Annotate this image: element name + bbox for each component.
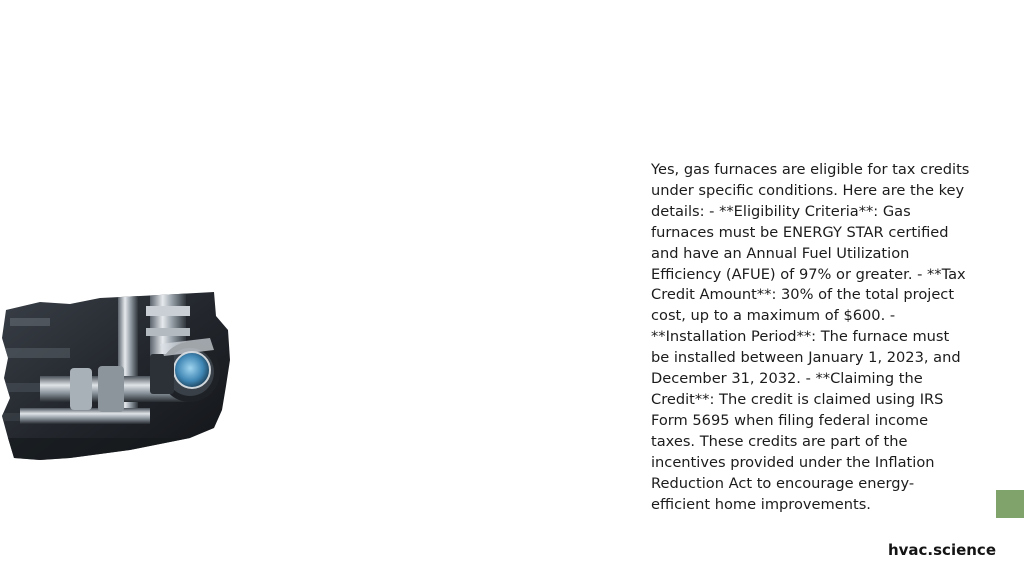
brand-name: hvac.science bbox=[887, 541, 996, 559]
eligibility-explanation-text: Yes, gas furnaces are eligible for tax credits under specific conditions. Here are the key details: - **Eligibility Criteria**: Gas furnaces must be ENERGY STAR certified and have an Annual Fuel Utilization Efficiency (AFUE) of 97% or greater. - **Tax Credit Amount**: 30% of the total project cost, up to a maximum of $600. - **Installation Period**: The furnace must be installed between January 1, 2023, and December 31, 2032. - **Claiming the Credit**: The credit is claimed using IRS Form 5695 when filing federal income taxes. These credits are part of the incentives provided under the Inflation Reduction Act to encourage energy-efficient home improvements. bbox=[651, 161, 970, 513]
accent-square bbox=[996, 490, 1024, 518]
gas-pipe-valve-photo bbox=[0, 288, 232, 462]
